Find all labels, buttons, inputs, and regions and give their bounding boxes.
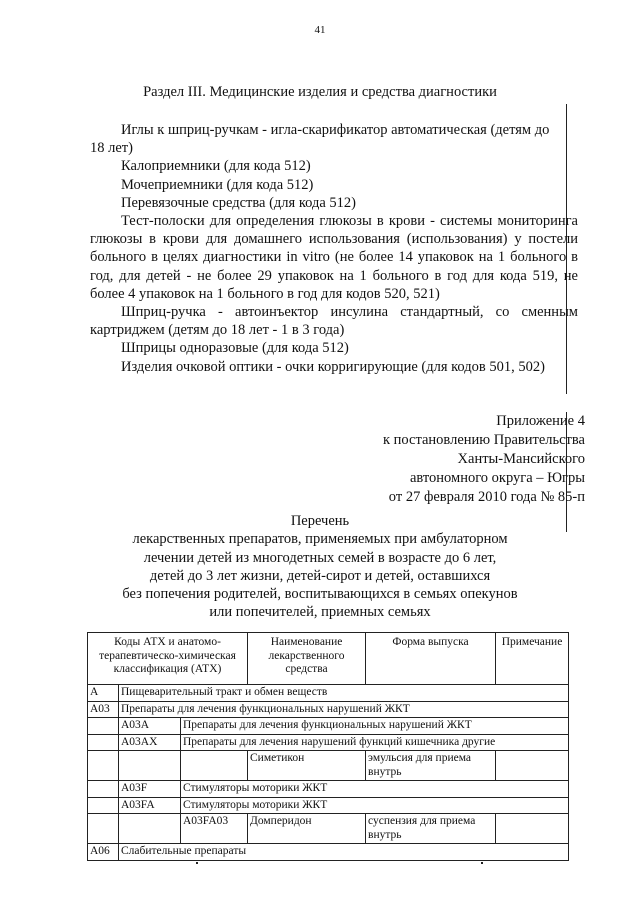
- drug-name: Домперидон: [248, 814, 366, 844]
- atc-code: A: [88, 685, 119, 702]
- header-note: Примечание: [496, 633, 569, 685]
- appendix-line: Приложение 4: [496, 413, 585, 429]
- drug-form: эмульсия для приема внутрь: [366, 751, 496, 781]
- item-glasses: Изделия очковой оптики - очки корригирующие (для кодов 501, 502): [121, 358, 545, 375]
- appendix-line: Ханты-Мансийского: [457, 451, 585, 467]
- item-syringe-pen: Шприц-ручка - автоинъектор инсулина стандартный, со сменным картриджем (детям до 18 лет - 1 в 3 года): [90, 304, 578, 339]
- scan-dot: [481, 862, 483, 864]
- table-header-row: [88, 633, 569, 685]
- atc-code: A03A: [119, 718, 181, 735]
- table-row: [88, 797, 569, 814]
- atc-code: A03AX: [119, 734, 181, 751]
- atc-code: A03F: [119, 781, 181, 798]
- atc-group: Слабительные препараты: [119, 844, 569, 861]
- header-name: Наименование лекарственного средства: [248, 633, 366, 685]
- atc-group: Стимуляторы моторики ЖКТ: [181, 797, 569, 814]
- appendix-line: к постановлению Правительства: [383, 432, 585, 448]
- item-urine-bags: Мочеприемники (для кода 512): [121, 176, 314, 193]
- appendix-line: автономного округа – Югры: [409, 470, 585, 486]
- appendix-line: от 27 февраля 2010 года № 85-п: [388, 489, 585, 505]
- list-title-line: лечении детей из многодетных семей в возрасте до 6 лет,: [143, 549, 497, 566]
- scan-dot: [196, 862, 198, 864]
- page-number: 41: [314, 24, 326, 36]
- list-heading: Перечень: [290, 513, 350, 529]
- atc-code: A06: [88, 844, 119, 861]
- table-row: [88, 844, 569, 861]
- item-syringes: Шприцы одноразовые (для кода 512): [121, 340, 349, 357]
- atc-code: A03FA: [119, 797, 181, 814]
- table-row: [88, 701, 569, 718]
- atc-group: Пищеварительный тракт и обмен веществ: [119, 685, 569, 702]
- table-row: [88, 718, 569, 735]
- drug-name: Симетикон: [248, 751, 366, 781]
- appendix-block: [383, 412, 585, 507]
- table-row: [88, 685, 569, 702]
- header-atc: Коды АТХ и анатомо-терапевтическо-химическая классификация (АТХ): [88, 633, 248, 685]
- atc-group: Препараты для лечения нарушений функций кишечника другие: [181, 734, 569, 751]
- item-needles: Иглы к шприц-ручкам - игла-скарификатор автоматическая (детям до: [121, 122, 550, 138]
- table-row: [88, 734, 569, 751]
- section-title: Раздел III. Медицинские изделия и средства диагностики: [143, 84, 497, 100]
- table-row: [88, 781, 569, 798]
- medicines-table: [87, 632, 569, 861]
- list-title: [0, 512, 640, 622]
- item-test-strips: Тест-полоски для определения глюкозы в крови - системы мониторинга глюкозы в крови для домашнего использования (использования) у постели больного в целях диагностики in vitro (не более 14 упаковок на 1 больного в год, для детей - не более 29 упаковок на 1 больного в год для кода 519, не более 4 упаковок на 1 больного в год для кодов 520, 521): [90, 213, 578, 302]
- atc-code: A03FA03: [181, 814, 248, 844]
- list-title-line: без попечения родителей, воспитывающихся в семьях опекунов: [122, 586, 518, 603]
- section-items: [90, 121, 578, 376]
- item-colostomy-bags: Калоприемники (для кода 512): [121, 158, 311, 175]
- atc-group: Препараты для лечения функциональных нарушений ЖКТ: [181, 718, 569, 735]
- list-title-line: или попечителей, приемных семьях: [209, 604, 431, 621]
- atc-code: A03: [88, 701, 119, 718]
- list-title-line: лекарственных препаратов, применяемых при амбулаторном: [132, 531, 508, 548]
- list-title-line: детей до 3 лет жизни, детей-сирот и детей, оставшихся: [149, 567, 491, 584]
- atc-group: Препараты для лечения функциональных нарушений ЖКТ: [119, 701, 569, 718]
- item-needles-cont: 18 лет): [90, 140, 133, 157]
- table-row: [88, 814, 569, 844]
- item-dressings: Перевязочные средства (для кода 512): [121, 194, 356, 211]
- drug-form: суспензия для приема внутрь: [366, 814, 496, 844]
- header-form: Форма выпуска: [366, 633, 496, 685]
- atc-group: Стимуляторы моторики ЖКТ: [181, 781, 569, 798]
- table-row: [88, 751, 569, 781]
